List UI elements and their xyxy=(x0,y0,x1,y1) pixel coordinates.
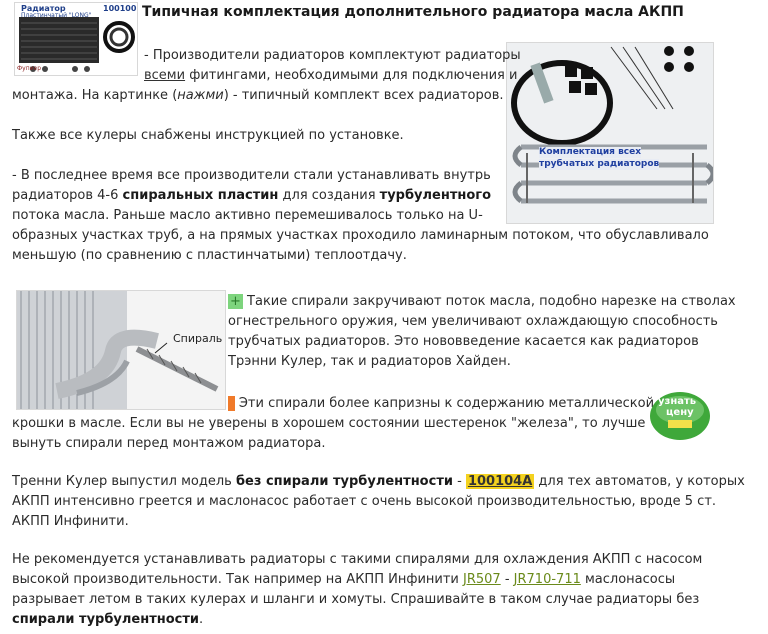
model-100104a-link[interactable]: 100104A xyxy=(467,474,533,489)
paragraph-6-line-2: АКПП интенсивно греется и маслонасос работает с очень высокой производительностью, вроде 5 ст. xyxy=(12,494,717,509)
p7-l2-b: маслонасосы xyxy=(580,572,676,587)
jr507-link[interactable]: JR507 xyxy=(463,572,501,587)
paragraph-7-line-4 xyxy=(12,610,203,630)
p6-l1-a: Тренни Кулер выпустил модель xyxy=(12,474,236,489)
badge-line1: узнать xyxy=(658,396,697,407)
page-title: Типичная комплектация дополнительного радиатора масла АКПП xyxy=(142,4,684,20)
no-spiral-bold: без спирали турбулентности xyxy=(235,474,453,489)
p7-l2-a: высокой производительности. Так например на АКПП Инфинити xyxy=(12,572,464,587)
paragraph-3-line-2 xyxy=(12,186,491,206)
paragraph-7-line-3: разрываeт летом в таких кулерах и шланги и хомуты. Спрашивайте в таком случае радиаторы без xyxy=(12,592,700,607)
thumbnail-code: 100100 xyxy=(103,4,137,13)
p7-l2-sep: - xyxy=(500,572,514,587)
kit-caption-line1: Комплектация всех xyxy=(539,147,642,157)
paragraph-5-line-1 xyxy=(228,394,654,414)
badge-line2: цену xyxy=(666,407,694,418)
paragraph-3-line-4: образных участках труб, а на прямых участках проходило ламинарным потоком, что обуславливало xyxy=(12,228,709,243)
minus-marker: - xyxy=(229,396,234,411)
p7-l4-end: . xyxy=(199,612,204,627)
plus-marker: + xyxy=(230,294,241,309)
paragraph-5-line-3: вынуть спирали перед монтажом радиатора. xyxy=(12,436,326,451)
price-badge-button[interactable] xyxy=(648,390,712,442)
p1-l3-b: ) - типичный комплект всех радиаторов. xyxy=(223,88,504,103)
thumbnail-sublabel: Пластинчатый "LONG" xyxy=(21,12,92,19)
paragraph-6-line-3: АКПП Инфинити. xyxy=(12,514,129,529)
paragraph-1-line-1: - Производители радиаторов комплектуют радиаторы xyxy=(144,48,521,63)
thumbnail-label: Радиатор xyxy=(21,4,66,13)
paragraph-1-line-2 xyxy=(144,66,517,86)
radiator-thumbnail[interactable] xyxy=(14,2,138,76)
paragraph-4-line-4: Трэнни Кулер, так и радиаторов Хайден. xyxy=(228,354,511,369)
p4-l1-text: Такие спирали закручивают поток масла, подобно нарезке на стволах xyxy=(242,294,736,309)
spiral-plates-bold: спиральных пластин xyxy=(122,188,279,203)
no-spiral-turbulence-bold: спирали турбулентности xyxy=(12,612,200,627)
paragraph-6-line-1 xyxy=(12,472,745,492)
click-hint[interactable]: нажми xyxy=(177,88,224,103)
kit-image[interactable] xyxy=(506,42,714,224)
paragraph-2: Также все кулеры снабжены инструкцией по установке. xyxy=(12,128,404,143)
spiral-image[interactable] xyxy=(16,290,226,410)
paragraph-4-line-3: трубчатых радиаторов. Это нововведение касается как радиаторов xyxy=(228,334,699,349)
p5-l1-text: Эти спирали более капризны к содержанию металлической xyxy=(234,396,655,411)
thumbnail-brand: Фупиер xyxy=(17,65,42,72)
paragraph-4-line-1 xyxy=(228,292,736,312)
paragraph-3-line-5: меньшую (по сравнению с пластинчатыми) теплоотдачу. xyxy=(12,248,407,263)
paragraph-3-line-3: потока масла. Раньше масло активно перемешивалось только на U- xyxy=(12,208,483,223)
paragraph-1-line-2-text: фитингами, необходимыми для подключения и xyxy=(185,68,518,83)
p6-l1-c: - xyxy=(452,474,466,489)
paragraph-3-line-1: - В последнее время все производители стали устанавливать внутрь xyxy=(12,168,491,183)
paragraph-1-line-3 xyxy=(12,86,503,106)
paragraph-5-line-2: крошки в масле. Если вы не уверены в хорошем состоянии шестеренок "железа", то лучше xyxy=(12,416,646,431)
jr710-711-link[interactable]: JR710-711 xyxy=(513,572,581,587)
paragraph-7-line-1: Не рекомендуется устанавливать радиаторы с такими спиралями для охлаждения АКПП с насосом xyxy=(12,552,703,567)
spiral-label: Спираль xyxy=(173,332,223,345)
paragraph-7-line-2 xyxy=(12,570,675,590)
all-fittings-link[interactable]: всеми xyxy=(144,68,186,83)
p6-l1-d: для тех автоматов, у которых xyxy=(534,474,745,489)
p3-l2-a: радиаторов 4-6 xyxy=(12,188,123,203)
paragraph-4-line-2: огнестрельного оружия, чем увеличивают охлаждающую способность xyxy=(228,314,718,329)
turbulent-bold: турбулентного xyxy=(379,188,492,203)
p1-l3-a: монтажа. На картинке ( xyxy=(12,88,178,103)
kit-caption-line2: трубчатых радиаторов xyxy=(539,159,660,169)
p3-l2-c: для создания xyxy=(278,188,380,203)
